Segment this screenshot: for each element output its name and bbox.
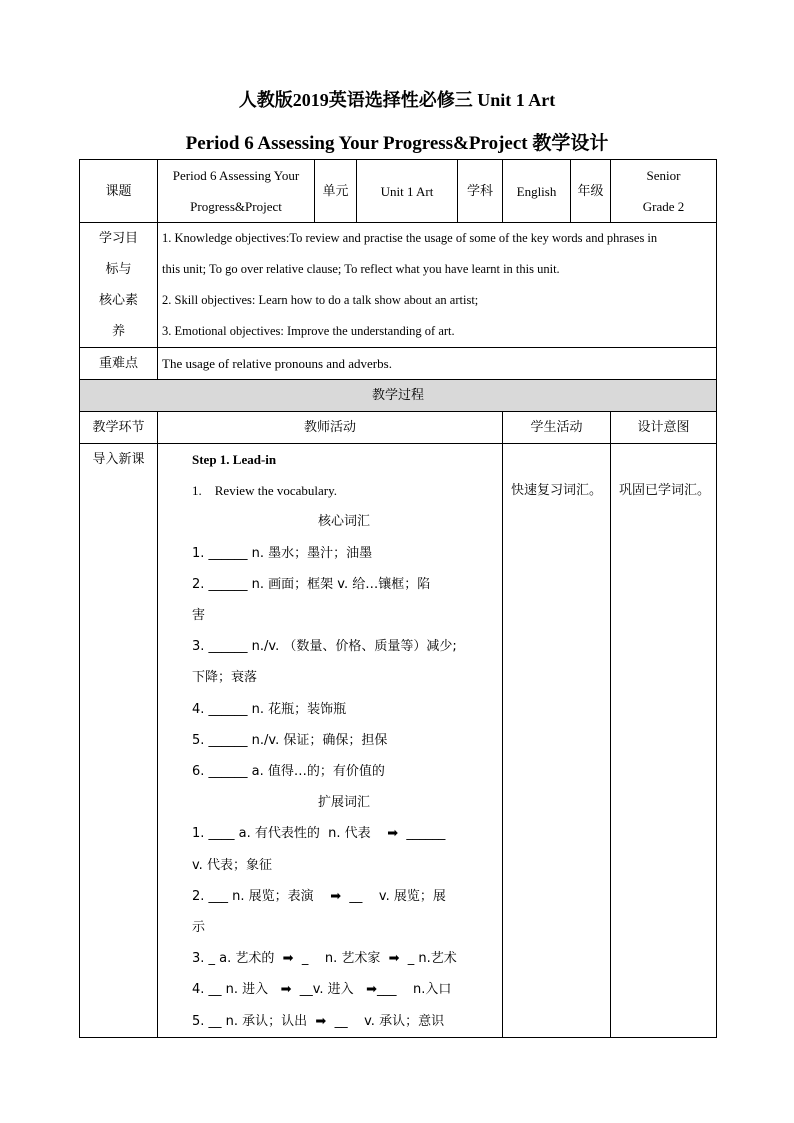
col-intent-header: 设计意图 (611, 412, 717, 444)
teacher-activity-cell (158, 444, 503, 1038)
grade-value-line2: Grade 2 (642, 199, 685, 214)
objective-line: 1. Knowledge objectives:To review and practise the usage of some of the key words and phrases in (162, 231, 658, 245)
col-stage-header: 教学环节 (80, 412, 158, 444)
grade-value (611, 160, 717, 223)
core-vocab-item: 3. ______ n./v. （数量、价格、质量等）减少; (192, 639, 457, 655)
grade-value-line1: Senior (646, 168, 681, 183)
objectives-label-line: 养 (111, 324, 125, 339)
unit-value: Unit 1 Art (357, 160, 458, 223)
unit-label: 单元 (315, 160, 357, 223)
lesson-plan-table (79, 159, 717, 1038)
student-activity-cell: 快速复习词汇。 (503, 444, 611, 1038)
objectives-row (80, 223, 717, 348)
document-title: 人教版2019英语选择性必修三 Unit 1 Art (238, 90, 556, 110)
objective-line: 2. Skill objectives: Learn how to do a talk show about an artist; (162, 293, 479, 307)
ext-vocab-heading: 扩展词汇 (317, 795, 370, 811)
core-vocab-heading: 核心词汇 (317, 514, 370, 530)
subject-value: English (503, 160, 571, 223)
ext-vocab-item: 示 (192, 920, 206, 936)
col-student-header: 学生活动 (503, 412, 611, 444)
info-row (80, 160, 717, 223)
topic-value (158, 160, 315, 223)
ext-vocab-item: 1. ____ a. 有代表性的 n. 代表 ➡ ______ (192, 826, 446, 842)
objectives-label (80, 223, 158, 348)
core-vocab-item: 6. ______ a. 值得…的；有价值的 (192, 764, 385, 780)
review-line: 1. Review the vocabulary. (192, 483, 337, 499)
core-vocab-item: 2. ______ n. 画面；框架 v. 给…镶框；陷 (192, 576, 431, 592)
subject-label: 学科 (458, 160, 503, 223)
col-teacher-header: 教师活动 (158, 412, 503, 444)
core-vocab-item: 下降；衰落 (192, 670, 258, 686)
objectives-content (158, 223, 717, 348)
ext-vocab-item: 3. _ a. 艺术的 ➡ _ n. 艺术家 ➡ _ n.艺术 (192, 951, 457, 967)
topic-value-line1: Period 6 Assessing Your (172, 168, 300, 183)
ext-vocab-item: v. 代表；象征 (192, 857, 272, 873)
key-points-row (80, 348, 717, 380)
objectives-label-line: 核心素 (98, 293, 138, 308)
core-vocab-item: 害 (192, 608, 206, 624)
topic-label: 课题 (80, 160, 158, 223)
topic-value-line2: Progress&Project (190, 199, 282, 214)
objective-line: 3. Emotional objectives: Improve the understanding of art. (162, 324, 455, 338)
key-points-label: 重难点 (80, 348, 158, 380)
core-vocab-item: 1. ______ n. 墨水；墨汁；油墨 (192, 545, 373, 561)
core-vocab-item: 5. ______ n./v. 保证；确保；担保 (192, 732, 388, 748)
ext-vocab-item: 5. __ n. 承认；认出 ➡ __ v. 承认；意识 (192, 1013, 445, 1029)
ext-vocab-item: 2. ___ n. 展览；表演 ➡ __ v. 展览；展 (192, 888, 446, 904)
objectives-label-line: 标与 (105, 262, 132, 277)
grade-label: 年级 (571, 160, 611, 223)
process-section-title: 教学过程 (80, 380, 717, 412)
stage-cell: 导入新课 (80, 444, 158, 1038)
process-content-row (80, 444, 717, 1038)
step-title: Step 1. Lead-in (192, 452, 277, 467)
ext-vocab-item: 4. __ n. 进入 ➡ __v. 进入 ➡___ n.入口 (192, 982, 452, 998)
document-subtitle: Period 6 Assessing Your Progress&Project 教学设计 (185, 133, 609, 154)
process-section-row (80, 380, 717, 412)
objectives-label-line: 学习目 (98, 231, 138, 246)
key-points-value: The usage of relative pronouns and adverbs. (158, 348, 717, 380)
core-vocab-item: 4. ______ n. 花瓶；装饰瓶 (192, 701, 347, 717)
objective-line: this unit; To go over relative clause; To reflect what you have learnt in this unit. (162, 262, 560, 276)
design-intent-cell: 巩固已学词汇。 (611, 444, 717, 1038)
process-header-row (80, 412, 717, 444)
